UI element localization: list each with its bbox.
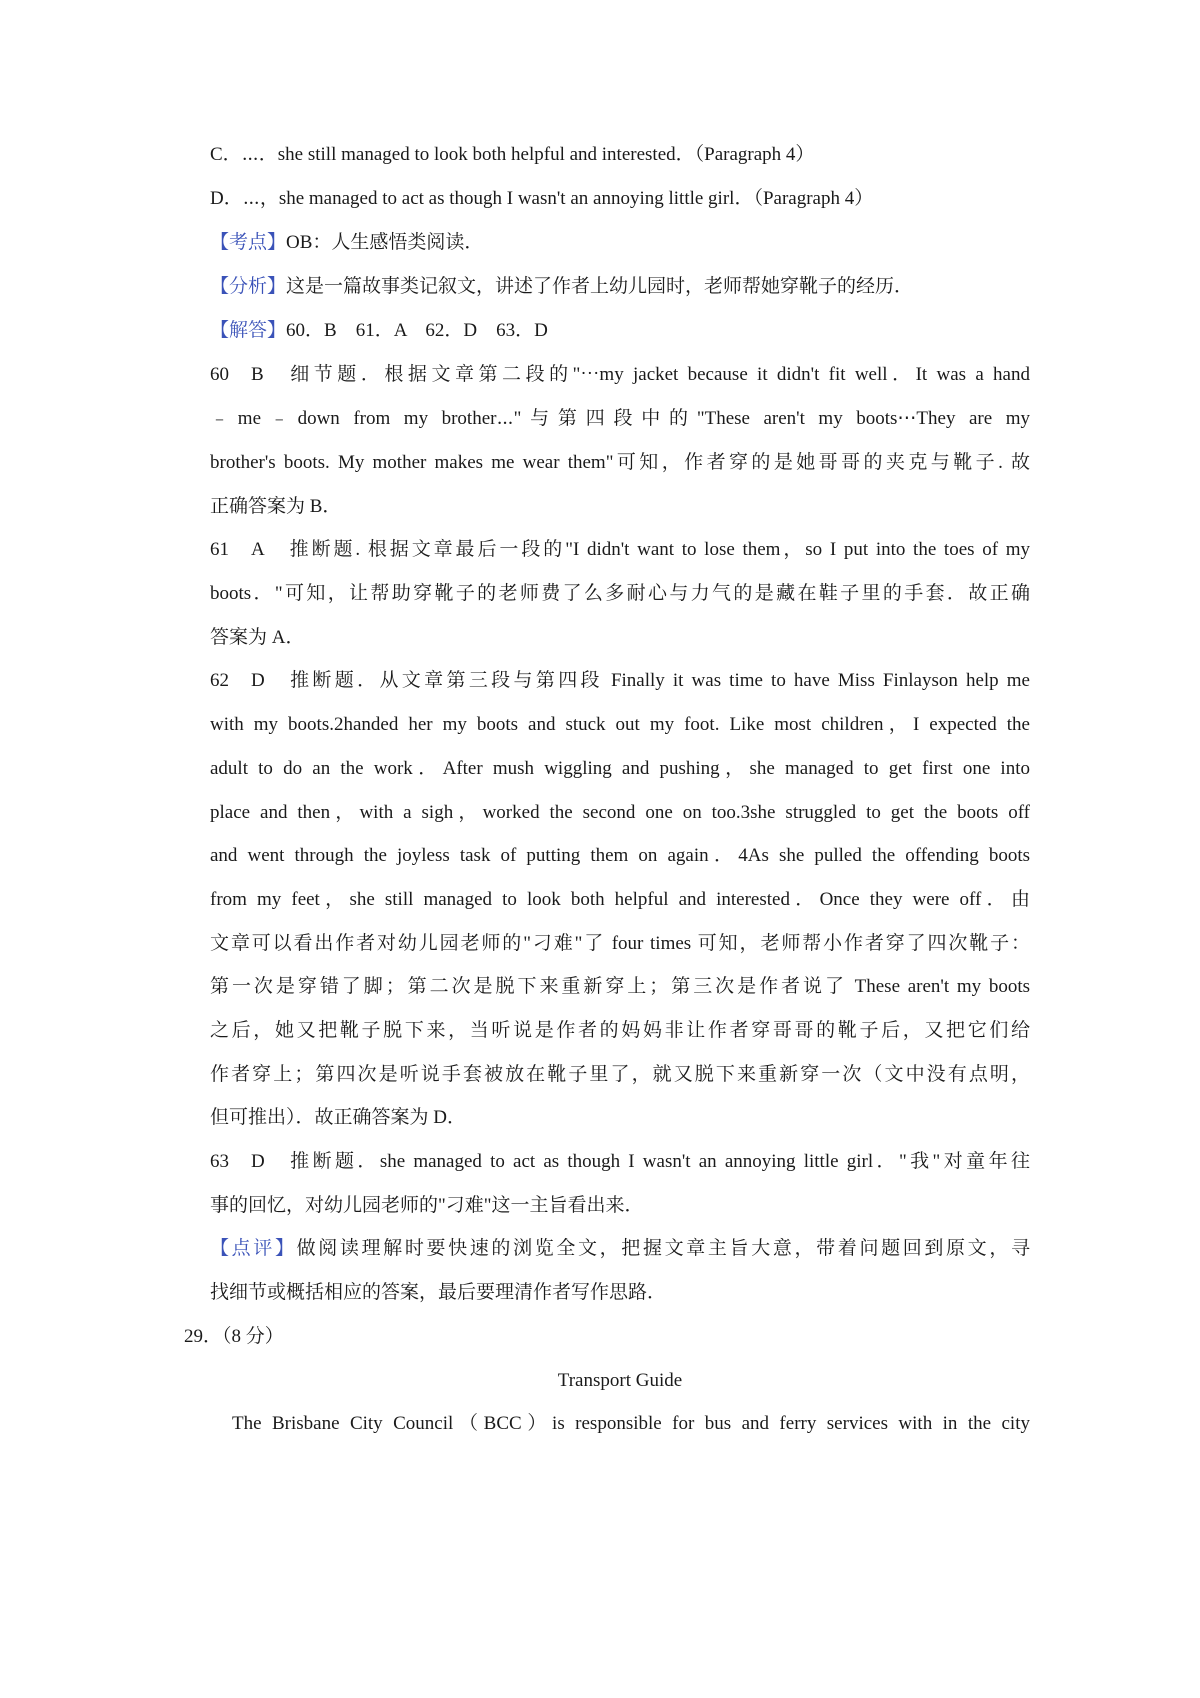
fenxi-section [210,272,1030,302]
dianping-line: 找细节或概括相应的答案，最后要理清作者写作思路． [210,1282,667,1303]
answer-letter: B [251,364,264,385]
kaodian-text: OB：人生感悟类阅读． [286,232,484,253]
q62-line: 但可推出）．故正确答案为 D． [210,1107,466,1128]
passage-first-line: The Brisbane City Council（BCC）is responsible for bus and ferry services with in the city [232,1413,1030,1434]
explanation-text: 推断题．从文章第三段与第四段 Finally it was time to have Miss Finlayson help me [286,670,1030,691]
question-number: 60 [210,364,229,385]
question-29-heading: 29．（8 分） [184,1326,284,1347]
kaodian-tag: 【考点】 [210,232,287,253]
passage-title: Transport Guide [557,1370,683,1391]
q63-line [210,1147,1030,1177]
q62-line: and went through the joyless task of putting them on again．4As she pulled the offending boots [210,845,1030,866]
q61-line: boots．"可知，让帮助穿靴子的老师费了么多耐心与力气的是藏在鞋子里的手套．故正确 [210,583,1030,604]
jieda-section [210,316,1030,346]
q60-line: 正确答案为 B． [210,496,342,517]
q62-line: 之后，她又把靴子脱下来，当听说是作者的妈妈非让作者穿哥哥的靴子后，又把它们给 [210,1020,1030,1041]
q62-line: place and then，with a sigh，worked the second one on too.3she struggled to get the boots off [210,802,1030,823]
answer-letter: A [251,539,265,560]
q62-line: adult to do an the work．After mush wiggling and pushing，she managed to get first one into [210,758,1030,779]
option-c: C．⋯．she still managed to look both helpful and interested．（Paragraph 4） [210,144,815,165]
q60-line: brother's boots. My mother makes me wear them"可知，作者穿的是她哥哥的夹克与靴子. 故 [210,452,1030,473]
dianping-text: 做阅读理解时要快速的浏览全文，把握文章主旨大意，带着问题回到原文，寻 [296,1238,1030,1259]
fenxi-text: 这是一篇故事类记叙文，讲述了作者上幼儿园时，老师帮她穿靴子的经历． [286,276,914,297]
jieda-text: 60．B 61．A 62．D 63．D [286,320,548,341]
jieda-tag: 【解答】 [210,320,287,341]
q62-line: 作者穿上；第四次是听说手套被放在靴子里了，就又脱下来重新穿一次（文中没有点明， [210,1064,1030,1085]
question-number: 61 [210,539,229,560]
explanation-text: 细节题．根据文章第二段的"⋯my jacket because it didn't fit well．It was a hand [285,364,1030,385]
q62-line: from my feet，she still managed to look both helpful and interested．Once they were off．由 [210,889,1030,910]
q62-line: with my boots.2handed her my boots and stuck out my foot. Like most children，I expected the [210,714,1030,735]
fenxi-tag: 【分析】 [210,276,287,297]
dianping-tag: 【点评】 [210,1238,297,1259]
explanation-text: 推断题．she managed to act as though I wasn't an annoying little girl．"我"对童年往 [286,1151,1030,1172]
answer-letter: D [251,1151,265,1172]
kaodian-section [210,228,1030,258]
question-number: 63 [210,1151,229,1172]
q62-line: 第一次是穿错了脚；第二次是脱下来重新穿上；第三次是作者说了 These aren't my boots [210,976,1030,997]
q60-line [210,360,1030,390]
q61-line [210,535,1030,565]
q62-line: 文章可以看出作者对幼儿园老师的"刁难"了 four times 可知，老师帮小作者穿了四次靴子： [210,933,1030,954]
option-d: D．⋯，she managed to act as though I wasn't an annoying little girl．（Paragraph 4） [210,188,874,209]
question-number: 62 [210,670,229,691]
q60-line: ﹣me﹣down from my brother⋯"与第四段中的"These aren't my boots⋯They are my [210,408,1030,429]
explanation-text: 推断题. 根据文章最后一段的"I didn't want to lose them，so I put into the toes of my [286,539,1030,560]
q63-line: 事的回忆，对幼儿园老师的"刁难"这一主旨看出来． [210,1195,644,1216]
q62-line [210,666,1030,696]
q61-line: 答案为 A． [210,627,305,648]
answer-letter: D [251,670,265,691]
dianping-section [210,1234,1030,1264]
